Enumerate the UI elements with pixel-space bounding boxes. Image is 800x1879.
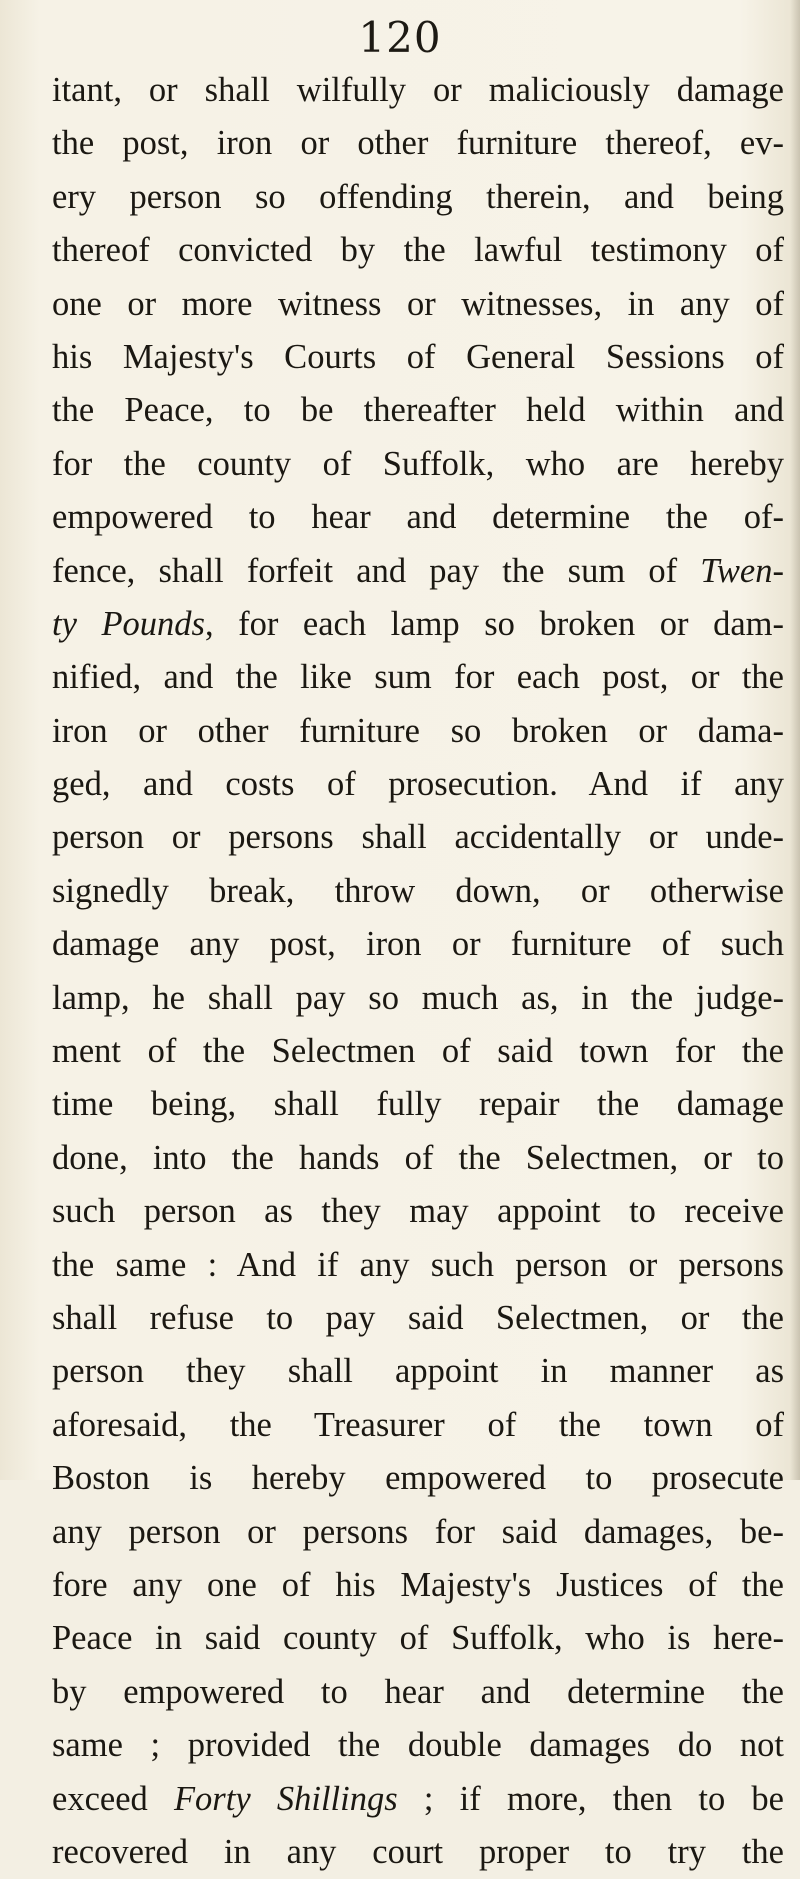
- text-line: time being, shall fully repair the damage: [52, 1085, 784, 1124]
- text-line: the post, iron or other furniture thereof, ev-: [52, 124, 784, 163]
- italic-phrase: Forty Shillings: [173, 1779, 398, 1818]
- text-line: itant, or shall wilfully or maliciously damage: [52, 71, 784, 109]
- text-line: empowered to hear and determine the of-: [52, 498, 784, 537]
- text-line: ery person so offending therein, and being: [52, 177, 784, 216]
- text-line: aforesaid, the Treasurer of the town of: [52, 1405, 784, 1444]
- text-line: done, into the hands of the Selectmen, or to: [52, 1138, 784, 1177]
- text-line: person they shall appoint in manner as: [52, 1352, 784, 1391]
- text-line: nified, and the like sum for each post, or the: [52, 658, 784, 697]
- text-line: thereof convicted by the lawful testimony of: [52, 231, 784, 270]
- text-line: iron or other furniture so broken or dama-: [52, 711, 784, 750]
- text-line: ged, and costs of prosecution. And if any: [52, 765, 784, 804]
- text-line: person or persons shall accidentally or unde-: [52, 818, 784, 857]
- text-line: by empowered to hear and determine the: [52, 1672, 784, 1711]
- text-line: fence, shall forfeit and pay the sum of Twen-: [52, 551, 784, 590]
- text-line: recovered in any court proper to try the: [52, 1832, 784, 1871]
- text-line: shall refuse to pay said Selectmen, or the: [52, 1298, 784, 1337]
- text-line: any person or persons for said damages, be-: [52, 1512, 784, 1551]
- text-line: lamp, he shall pay so much as, in the judge-: [52, 978, 784, 1017]
- text-line: exceed Forty Shillings ; if more, then to be: [52, 1779, 784, 1818]
- text-line: the same : And if any such person or persons: [52, 1245, 784, 1284]
- text-line: his Majesty's Courts of General Sessions of: [52, 337, 784, 376]
- text-line: ment of the Selectmen of said town for the: [52, 1032, 784, 1071]
- italic-phrase: Twen-: [700, 551, 784, 590]
- page-number: 120: [358, 13, 442, 62]
- page-edge-shadow: [790, 0, 800, 1480]
- text-line: for the county of Suffolk, who are hereby: [52, 444, 784, 483]
- text-line: damage any post, iron or furniture of such: [52, 925, 784, 964]
- text-line: fore any one of his Majesty's Justices of the: [52, 1565, 784, 1604]
- page-body: [52, 64, 784, 1879]
- text-line: the Peace, to be thereafter held within and: [52, 391, 784, 430]
- text-line: such person as they may appoint to receive: [52, 1192, 784, 1231]
- text-line: Boston is hereby empowered to prosecute: [52, 1459, 784, 1498]
- text-line: ty Pounds, for each lamp so broken or dam-: [52, 604, 784, 643]
- text-line: Peace in said county of Suffolk, who is here-: [52, 1619, 784, 1658]
- text-line: signedly break, throw down, or otherwise: [52, 871, 784, 910]
- text-line: same ; provided the double damages do not: [52, 1726, 784, 1765]
- text-line: one or more witness or witnesses, in any of: [52, 284, 784, 323]
- italic-phrase: ty Pounds: [52, 604, 205, 643]
